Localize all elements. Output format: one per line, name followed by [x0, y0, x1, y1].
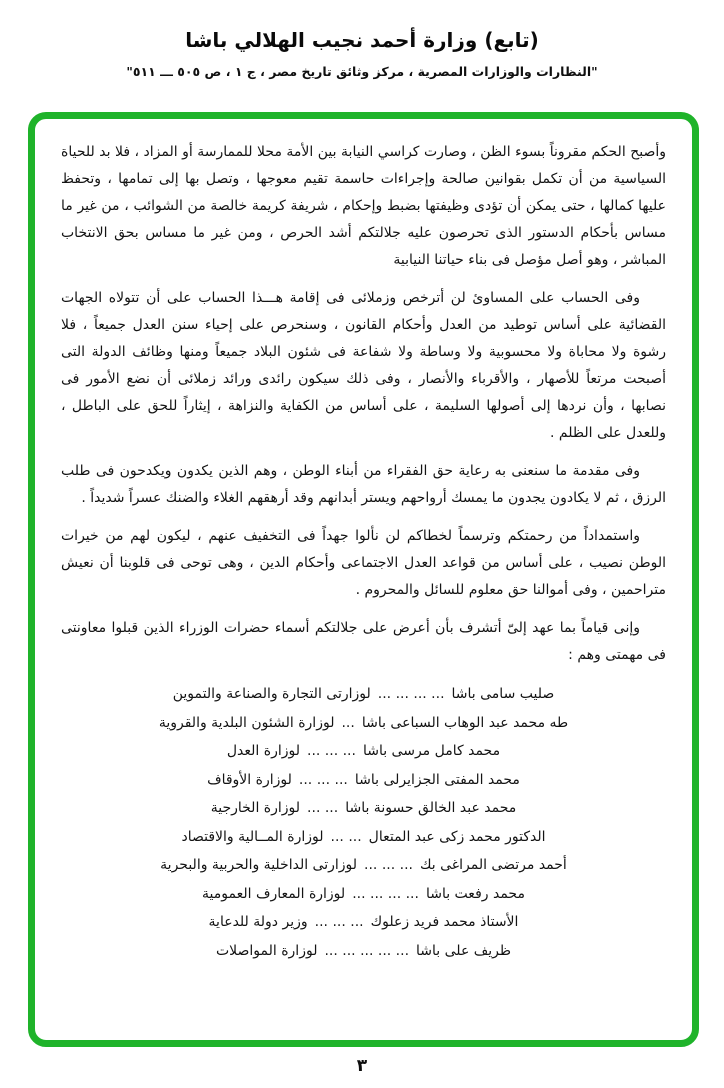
dots-leader: ... ... ...: [364, 857, 413, 873]
minister-portfolio: لوزارة الأوقاف: [207, 771, 292, 788]
minister-name: ظريف على باشا: [416, 942, 512, 959]
dots-leader: ... ... ...: [314, 914, 364, 930]
minister-portfolio: لوزارة الشئون البلدية والقروية: [158, 714, 335, 731]
paragraph-4: واستمداداً من رحمتكم وترسماً لخطاكم لن نألوا جهداً فى التخفيف عنهم ، ليكون لهم من خيرات الوطن نصيب ، على أساس من قواعد العدل الاجتماعى وأحكام الدين ، وهى توحى فى قلوبنا أن نعيش متراحمين ، وفى أموالنا حق معلوم للسائل والمحروم .: [61, 528, 666, 598]
minister-portfolio: لوزارة العدل: [226, 743, 300, 759]
page-subtitle: "النظارات والوزارات المصرية ، مركز وثائق تاريخ مصر ، ج ١ ، ص ٥٠٥ ـــ ٥١١": [126, 64, 598, 79]
ministers-list: [61, 680, 666, 965]
dots-leader: ... ... ... ...: [352, 885, 419, 902]
paragraph-3: وفى مقدمة ما سنعنى به رعاية حق الفقراء من أبناء الوطن ، وهم الذين يكدون ويكدحون فى طلب الرزق ، ثم لا يكادون يجدون ما يمسك أرواحهم ويستر أبدانهم وقد أرهقهم الغلاء والضنك عسراً شديداً .: [61, 463, 666, 506]
minister-name: الدكتور محمد زكى عبد المتعال: [368, 828, 546, 845]
minister-portfolio: لوزارة المواصلات: [215, 942, 318, 959]
minister-portfolio: لوزارة المعارف العمومية: [202, 885, 346, 902]
minister-name: صليب سامى باشا: [451, 686, 555, 702]
page-number: ٣: [356, 1056, 368, 1076]
paragraph-1: وأصبح الحكم مقروناً بسوء الظن ، وصارت كراسي النيابة بين الأمة محلا للممارسة أو المزاد ، فلا بد للحياة السياسية من أن تكمل بقوانين صالحة وإجراءات حاسمة تقيم معوجها ، وتصل بها إلى تمامها ، وتحفظ عليها كمالها ، حتى يمكن أن تؤدى وظيفتها بضبط وإحكام ، شريفة كريمة خالصة من الشوائب ، من غير ما مساس بأحكام الدستور الذى تحرصون عليه جلالتكم أشد الحرص ، ومن غير ما مساس بحق الانتخاب المباشر ، وهو أصل مؤصل فى بناء حياتنا النيابية: [61, 144, 666, 268]
dots-leader: ...: [341, 714, 355, 731]
dots-leader: ... ... ...: [307, 743, 356, 759]
green-border-frame: [28, 112, 699, 1047]
minister-name: الأستاذ محمد فريد زعلوك: [370, 914, 519, 930]
minister-name: محمد عبد الخالق حسونة باشا: [345, 800, 517, 816]
minister-row: [61, 766, 666, 795]
minister-portfolio: وزير دولة للدعاية: [208, 914, 308, 930]
minister-row: [61, 937, 666, 966]
minister-row: [61, 823, 666, 852]
minister-name: محمد رفعت باشا: [425, 885, 525, 902]
minister-portfolio: لوزارة الخارجية: [210, 800, 301, 816]
document-header: [0, 28, 724, 79]
dots-leader: ... ...: [307, 800, 339, 816]
page-title: (تابع) وزارة أحمد نجيب الهلالي باشا: [185, 28, 539, 52]
minister-row: [61, 737, 666, 766]
minister-name: محمد المفتى الجزايرلى باشا: [354, 771, 520, 788]
minister-portfolio: لوزارتى التجارة والصناعة والتموين: [172, 686, 371, 702]
minister-row: [61, 880, 666, 909]
minister-name: طه محمد عبد الوهاب السباعى باشا: [361, 714, 569, 731]
minister-row: [61, 794, 666, 823]
dots-leader: ... ... ... ... ...: [324, 942, 410, 959]
minister-row: [61, 709, 666, 738]
paragraph-2: وفى الحساب على المساوئ لن أترخص وزملائى فى إقامة هـــذا الحساب على أن تتولاه الجهات القضائية على أساس توطيد من العدل وأحكام القانون ، وسنحرص على إحياء سنن العدل جميعاً ، فلا رشوة ولا محاباة ولا محسوبية ولا وساطة ولا شفاعة فى شئون البلاد جميعاً ومنها وظائف الدولة التى أصبحت مرتعاً للأصهار ، والأقرباء والأنصار ، وفى ذلك سيكون رائدى ورائد زملائى أن نضع الأمور فى نصابها ، وأن نردها إلى أصولها السليمة ، على أساس من الكفاية والنزاهة ، إيثاراً للحق على الباطل ، وللعدل على الظلم .: [61, 290, 666, 441]
minister-row: [61, 851, 666, 880]
dots-leader: ... ... ... ...: [377, 686, 445, 702]
minister-row: [61, 680, 666, 709]
minister-portfolio: لوزارتى الداخلية والحربية والبحرية: [160, 857, 358, 873]
minister-row: [61, 908, 666, 937]
dots-leader: ... ... ...: [298, 771, 348, 788]
minister-name: أحمد مرتضى المراغى بك: [419, 857, 567, 873]
ministers-intro: وإنى قياماً بما عهد إلىّ أتشرف بأن أعرض على جلالتكم أسماء حضرات الوزراء الذين قبلوا معاونتى فى مهمتى وهم :: [61, 620, 666, 663]
minister-name: محمد كامل مرسى باشا: [362, 743, 501, 759]
dots-leader: ... ...: [330, 828, 362, 845]
minister-portfolio: لوزارة المــالية والاقتصاد: [181, 828, 324, 845]
